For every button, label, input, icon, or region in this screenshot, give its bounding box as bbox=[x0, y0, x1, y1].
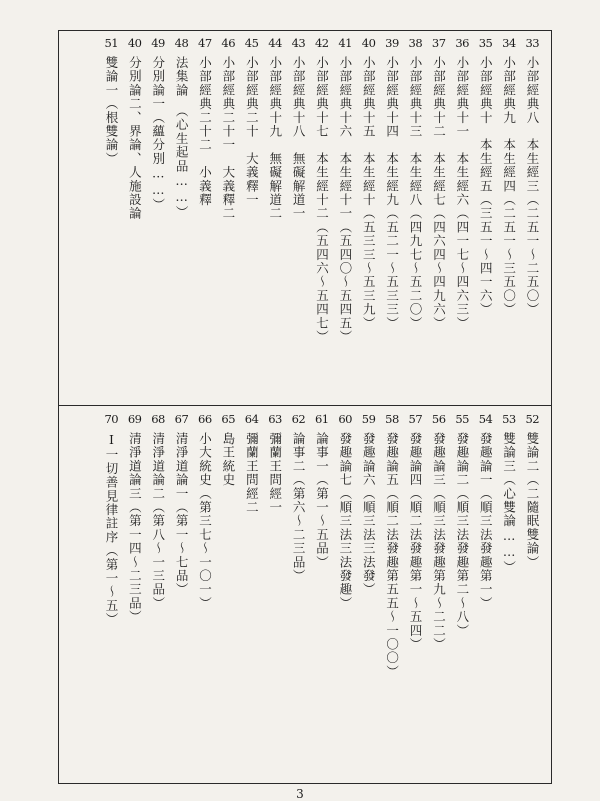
volume-number: 36 bbox=[455, 36, 469, 50]
volume-number: 56 bbox=[431, 412, 446, 426]
page-number: 3 bbox=[296, 787, 304, 801]
top-section bbox=[58, 30, 552, 405]
volume-title: 發趣論三（順三法發趣第九～二二） bbox=[431, 432, 447, 652]
volume-number: 64 bbox=[244, 412, 259, 426]
volume-number: 37 bbox=[431, 36, 446, 50]
volume-title: 雙論二（二隨眠雙論） bbox=[525, 432, 540, 569]
volume-title: 發趣論二（順三法發趣第二～八） bbox=[454, 432, 470, 638]
volume-title: 清淨道論一（第一～七品） bbox=[174, 432, 190, 597]
volume-number: 40 bbox=[361, 36, 376, 50]
volume-title: 法集論 （心生起品……） bbox=[174, 56, 190, 220]
volume-title: 雙論三（心雙論……） bbox=[501, 432, 517, 574]
volume-number: 66 bbox=[198, 412, 212, 426]
volume-number: 70 bbox=[104, 412, 119, 426]
volume-title: 小部經典十九 無礙解道二 bbox=[267, 56, 283, 221]
volume-title: 發趣論一（順三法發趣第一） bbox=[478, 432, 494, 611]
volume-title: Ⅰ一切善見律註序（第一～五） bbox=[103, 432, 119, 627]
volume-number: 39 bbox=[385, 36, 399, 50]
top-volume-titles bbox=[100, 56, 544, 401]
volume-number: 52 bbox=[525, 412, 540, 426]
volume-title: 小部經典二十二 小義釋 bbox=[197, 56, 213, 207]
volume-title: 彌蘭王問經二 bbox=[244, 432, 260, 515]
volume-title: 小部經典八 本生經三（二五一～二五〇） bbox=[525, 56, 540, 317]
volume-number: 38 bbox=[408, 36, 423, 50]
volume-number: 61 bbox=[314, 412, 329, 426]
volume-title: 彌蘭王問經一 bbox=[267, 432, 283, 515]
volume-number: 62 bbox=[291, 412, 306, 426]
volume-number: 49 bbox=[151, 36, 165, 50]
volume-number: 51 bbox=[104, 36, 119, 50]
volume-number: 46 bbox=[221, 36, 236, 50]
volume-title: 島王統史 bbox=[220, 432, 236, 487]
volume-number: 67 bbox=[174, 412, 189, 426]
volume-number: 54 bbox=[478, 412, 493, 426]
volume-number: 53 bbox=[502, 412, 516, 426]
volume-title: 小大統史（第三七～一〇一） bbox=[197, 432, 213, 611]
volume-number: 65 bbox=[221, 412, 236, 426]
volume-title: 分別論一（蘊分別……） bbox=[150, 56, 166, 212]
bottom-volume-titles bbox=[100, 432, 544, 780]
volume-number: 40 bbox=[127, 36, 142, 50]
bottom-section bbox=[58, 406, 552, 784]
volume-number: 58 bbox=[385, 412, 399, 426]
volume-title: 小部經典十一 本生經六（四一七～四六三） bbox=[454, 56, 470, 330]
volume-title: 小部經典十五 本生經十（五三三～五三九） bbox=[361, 56, 377, 330]
volume-number: 33 bbox=[525, 36, 540, 50]
volume-number: 47 bbox=[198, 36, 212, 50]
volume-number: 63 bbox=[268, 412, 282, 426]
volume-title: 小部經典二十一 大義釋二 bbox=[220, 56, 236, 221]
volume-title: 小部經典十 本生經五（三五一～四一六） bbox=[478, 56, 494, 317]
volume-number: 42 bbox=[314, 36, 329, 50]
volume-number: 43 bbox=[291, 36, 306, 50]
volume-title: 小部經典十七 本生經十二（五四六～五四七） bbox=[314, 56, 330, 344]
bottom-volume-numbers bbox=[100, 412, 544, 426]
volume-number: 34 bbox=[502, 36, 516, 50]
volume-title: 小部經典十四 本生經九（五二一～五三三） bbox=[384, 56, 400, 330]
volume-title: 發趣論六（順三法三法發） bbox=[361, 432, 377, 597]
volume-number: 68 bbox=[151, 412, 165, 426]
volume-title: 小部經典十三 本生經八（四九七～五二〇） bbox=[408, 56, 424, 330]
volume-number: 35 bbox=[478, 36, 493, 50]
volume-title: 小部經典十八 無礙解道一 bbox=[291, 56, 307, 221]
volume-title: 清淨道論三（第一四～二三品） bbox=[127, 432, 143, 624]
volume-title: 發趣論五（順二法發趣第五五～一〇〇） bbox=[384, 432, 400, 679]
volume-title: 論事一（第一～五品） bbox=[314, 432, 330, 569]
volume-number: 69 bbox=[127, 412, 142, 426]
volume-title: 小部經典二十 大義釋一 bbox=[244, 56, 260, 207]
volume-title: 發趣論四（順二法發趣第一～五四） bbox=[408, 432, 424, 652]
volume-title: 分別論二、界論、人施設論 bbox=[127, 56, 143, 221]
volume-number: 59 bbox=[361, 412, 376, 426]
volume-title: 小部經典十六 本生經十一（五四〇～五四五） bbox=[337, 56, 353, 344]
volume-number: 48 bbox=[174, 36, 189, 50]
volume-number: 45 bbox=[244, 36, 259, 50]
volume-number: 44 bbox=[268, 36, 282, 50]
volume-title: 發趣論七（順三法三法發趣） bbox=[337, 432, 353, 611]
volume-number: 41 bbox=[338, 36, 352, 50]
top-volume-numbers bbox=[100, 36, 544, 50]
volume-title: 清淨道論二（第八～一三品） bbox=[150, 432, 166, 611]
volume-title: 論事二（第六～二三品） bbox=[291, 432, 307, 583]
volume-number: 60 bbox=[338, 412, 352, 426]
volume-number: 55 bbox=[455, 412, 469, 426]
volume-title: 雙論一（根雙論） bbox=[103, 56, 119, 166]
volume-number: 57 bbox=[408, 412, 423, 426]
volume-title: 小部經典十二 本生經七（四六四～四九六） bbox=[431, 56, 447, 330]
volume-title: 小部經典九 本生經四（二五一～三五〇） bbox=[501, 56, 517, 317]
